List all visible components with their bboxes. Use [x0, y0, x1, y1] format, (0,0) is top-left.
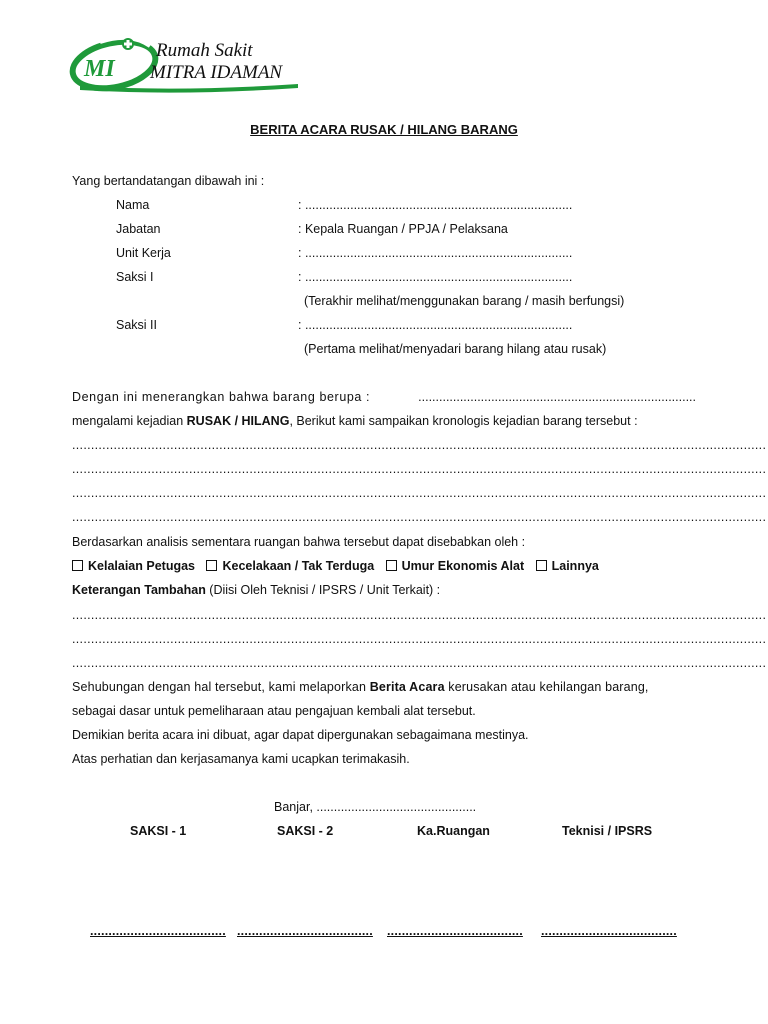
- field-label-jabatan: Jabatan: [116, 222, 161, 236]
- document-title: BERITA ACARA RUSAK / HILANG BARANG: [250, 122, 518, 137]
- field-note-saksi-1: (Terakhir melihat/menggunakan barang / masih berfungsi): [304, 294, 625, 308]
- field-value-saksi-2: : .............................................................................: [298, 318, 573, 332]
- extra-notes-bold: Keterangan Tambahan: [72, 583, 206, 597]
- extra-line-3: ........................................................................................................................................................................................: [72, 656, 767, 670]
- checkbox-icon[interactable]: [72, 560, 83, 571]
- field-value-jabatan: : Kepala Ruangan / PPJA / Pelaksana: [298, 222, 508, 236]
- chronology-line-4: ........................................................................................................................................................................................: [72, 510, 767, 524]
- statement-text-b: , Berikut kami sampaikan kronologis kejadian barang tersebut :: [289, 414, 638, 428]
- option-kecelakaan[interactable]: Kecelakaan / Tak Terduga: [206, 559, 374, 573]
- chronology-line-1: ........................................................................................................................................................................................: [72, 438, 767, 452]
- field-value-nama: : .............................................................................: [298, 198, 573, 212]
- logo-monogram: MI: [84, 56, 115, 82]
- field-note-saksi-2: (Pertama melihat/menyadari barang hilang atau rusak): [304, 342, 607, 356]
- statement-item-dots: ................................................................................: [418, 390, 696, 404]
- field-label-saksi-2: Saksi II: [116, 318, 157, 332]
- logo-line1: Rumah Sakit: [156, 40, 253, 61]
- signature-line-ka-ruangan: .....................................: [387, 924, 523, 938]
- intro-text: Yang bertandatangan dibawah ini :: [72, 174, 265, 188]
- chronology-line-3: ........................................................................................................................................................................................: [72, 486, 767, 500]
- signature-line-saksi-2: .....................................: [237, 924, 373, 938]
- signatory-teknisi: Teknisi / IPSRS: [562, 824, 653, 838]
- hospital-logo: [70, 34, 302, 96]
- field-label-saksi-1: Saksi I: [116, 270, 154, 284]
- field-label-unit-kerja: Unit Kerja: [116, 246, 171, 260]
- closing-paragraph-4: Atas perhatian dan kerjasamanya kami ucapkan terimakasih.: [72, 752, 410, 766]
- place-date: Banjar, ..............................................: [274, 800, 477, 814]
- analysis-intro: Berdasarkan analisis sementara ruangan bahwa tersebut dapat disebabkan oleh :: [72, 535, 526, 549]
- statement-line-2: [72, 414, 696, 428]
- signature-line-teknisi: .....................................: [541, 924, 677, 938]
- field-label-nama: Nama: [116, 198, 150, 212]
- checkbox-icon[interactable]: [206, 560, 217, 571]
- statement-text-a: mengalami kejadian: [72, 414, 187, 428]
- signatory-saksi-1: SAKSI - 1: [130, 824, 187, 838]
- extra-notes-rest: (Diisi Oleh Teknisi / IPSRS / Unit Terkait) :: [205, 583, 441, 597]
- checkbox-icon[interactable]: [536, 560, 547, 571]
- closing-paragraph-2: sebagai dasar untuk pemeliharaan atau pengajuan kembali alat tersebut.: [72, 704, 476, 718]
- field-value-saksi-1: : .............................................................................: [298, 270, 573, 284]
- checkbox-icon[interactable]: [386, 560, 397, 571]
- option-lainnya[interactable]: Lainnya: [536, 559, 599, 573]
- signature-line-saksi-1: .....................................: [90, 924, 226, 938]
- logo-line2: MITRA IDAMAN: [150, 62, 283, 83]
- option-umur-ekonomis[interactable]: Umur Ekonomis Alat: [386, 559, 524, 573]
- statement-item-label: Dengan ini menerangkan bahwa barang berupa :: [72, 390, 371, 404]
- statement-line-1: [72, 390, 696, 404]
- berita-acara-bold: Berita Acara: [369, 680, 445, 694]
- logo-graphic: [70, 34, 302, 96]
- extra-line-1: ........................................................................................................................................................................................: [72, 608, 767, 622]
- closing-paragraph-3: Demikian berita acara ini dibuat, agar dapat dipergunakan sebagaimana mestinya.: [72, 728, 529, 742]
- extra-line-2: ........................................................................................................................................................................................: [72, 632, 767, 646]
- extra-notes-label: [72, 583, 440, 597]
- closing-paragraph-1: Sehubungan dengan hal tersebut, kami melaporkan Berita Acara kerusakan atau kehilangan barang,: [72, 680, 649, 694]
- signatory-ka-ruangan: Ka.Ruangan: [417, 824, 490, 838]
- option-kelalaian[interactable]: Kelalaian Petugas: [72, 559, 195, 573]
- cause-options: [72, 559, 599, 573]
- statement-rusak-hilang: RUSAK / HILANG: [186, 414, 290, 428]
- signatory-saksi-2: SAKSI - 2: [277, 824, 334, 838]
- chronology-line-2: ........................................................................................................................................................................................: [72, 462, 767, 476]
- field-value-unit-kerja: : .............................................................................: [298, 246, 573, 260]
